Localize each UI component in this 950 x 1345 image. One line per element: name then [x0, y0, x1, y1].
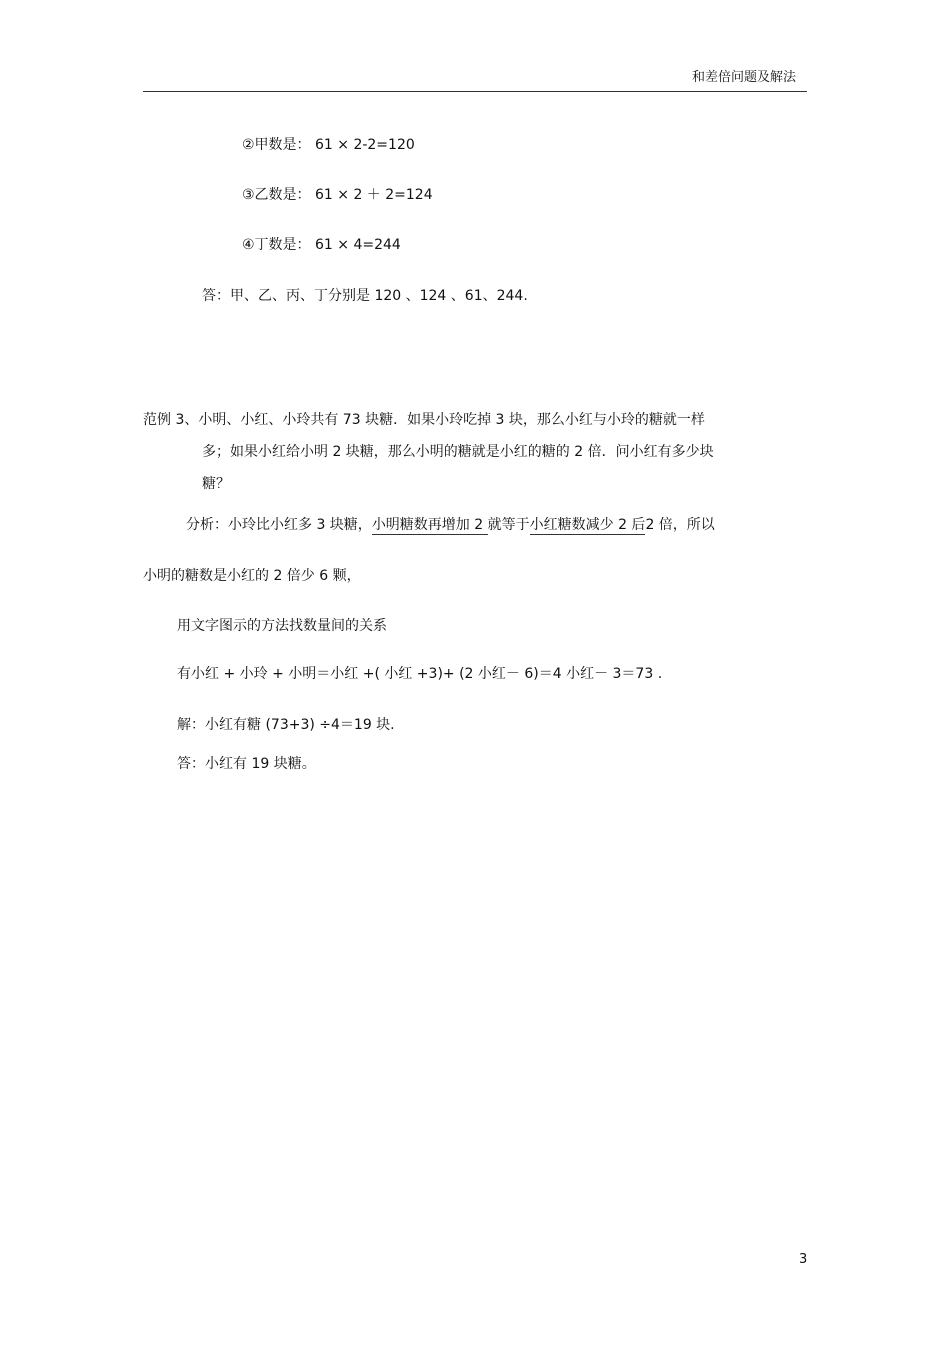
- analysis-line-1: [186, 514, 715, 534]
- step-yi: ③乙数是： 61 × 2 ＋ 2=124: [242, 187, 433, 203]
- header-rule: [143, 91, 807, 92]
- equation: 有小红 + 小玲 + 小明＝小红 +( 小红 +3)+ (2 小红－ 6)＝4 小红－ 3＝73 .: [177, 666, 663, 682]
- analysis-line-2: 小明的糖数是小红的 2 倍少 6 颗，: [143, 568, 361, 584]
- analysis-prefix: 分析：小玲比小红多 3 块糖，: [186, 517, 372, 533]
- analysis-suffix: 2 倍，所以: [645, 517, 715, 533]
- example-line-1: 范例 3、小明、小红、小玲共有 73 块糖．如果小玲吃掉 3 块，那么小红与小玲的糖就一样: [143, 412, 705, 428]
- step-ding: ④丁数是： 61 × 4=244: [242, 237, 401, 253]
- answer-1: 答：甲、乙、丙、丁分别是 120 、124 、61、244.: [202, 288, 528, 304]
- answer-2: 答：小红有 19 块糖。: [177, 756, 316, 772]
- header-title: 和差倍问题及解法: [691, 70, 796, 85]
- analysis-underline-1: 小明糖数再增加 2: [371, 517, 488, 533]
- example-line-2: 多；如果小红给小明 2 块糖，那么小明的糖就是小红的糖的 2 倍．问小红有多少块: [202, 444, 714, 460]
- analysis-underline-2: 小红糖数减少 2 后: [529, 517, 646, 533]
- page-number: 3: [799, 1252, 808, 1267]
- example-line-3: 糖？: [202, 476, 230, 492]
- method-text: 用文字图示的方法找数量间的关系: [177, 618, 387, 634]
- step-jia: ②甲数是： 61 × 2-2=120: [242, 137, 415, 153]
- solution: 解：小红有糖 (73+3) ÷4＝19 块.: [177, 717, 395, 733]
- analysis-middle: 就等于: [487, 517, 530, 533]
